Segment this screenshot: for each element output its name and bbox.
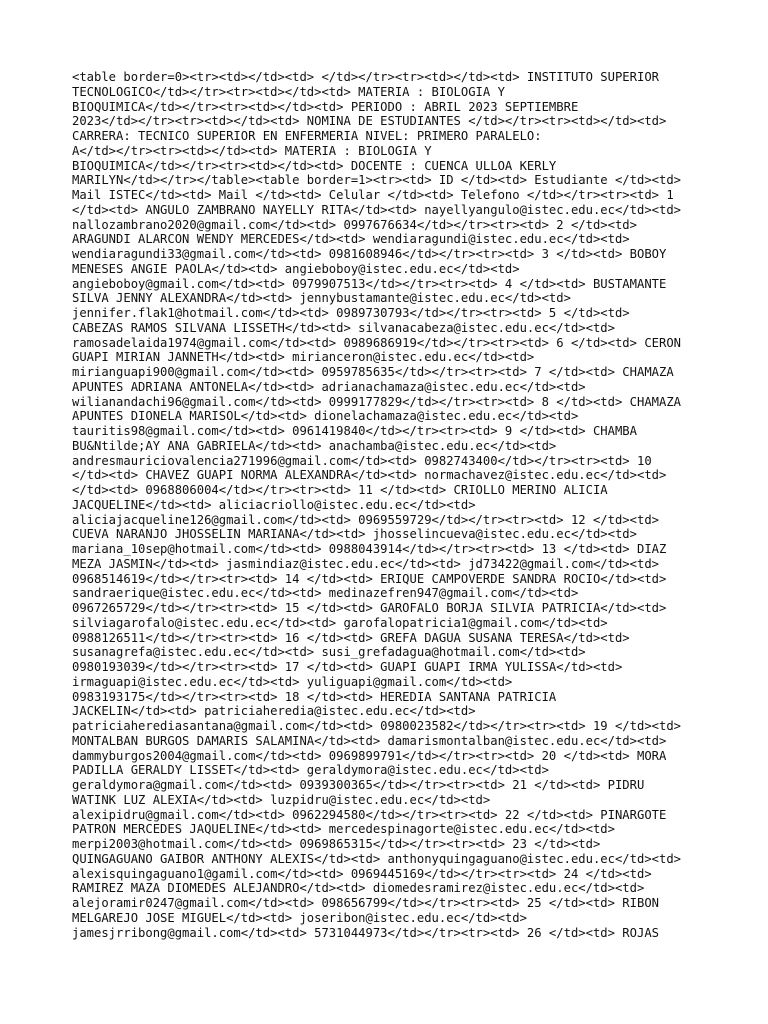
text-line: APUNTES ADRIANA ANTONELA</td><td> adrianachamaza@istec.edu.ec</td><td> — [72, 379, 586, 394]
text-line: BU&Ntilde;AY ANA GABRIELA</td><td> anachamba@istec.edu.ec</td><td> — [72, 438, 557, 453]
text-line: BIOQUIMICA</td></tr><tr><td></td><td> DOCENTE : CUENCA ULLOA KERLY — [72, 158, 557, 173]
text-line: </td><td> 0968806004</td></tr><tr><td> 11 </td><td> CRIOLLO MERINO ALICIA — [72, 483, 608, 497]
text-line: MEZA JASMIN</td><td> jasmindiaz@istec.edu.ec</td><td> jd73422@gmail.com</td><td> — [72, 556, 659, 571]
text-line: APUNTES DIONELA MARISOL</td><td> dionelachamaza@istec.edu.ec</td><td> — [72, 409, 579, 424]
text-line: A</td></tr><tr><td></td><td> MATERIA : BIOLOGIA Y — [72, 143, 432, 158]
text-line: SILVA JENNY ALEXANDRA</td><td> jennybustamante@istec.edu.ec</td><td> — [72, 291, 571, 306]
text-line: tauritis98@gmail.com</td><td> 0961419840</td></tr><tr><td> 9 </td><td> CHAMBA — [72, 424, 637, 438]
text-line: irmaguapi@istec.edu.ec</td><td> yuliguapi@gmail.com</td><td> — [72, 674, 513, 689]
text-line: jennifer.flak1@hotmail.com</td><td> 0989730793</td></tr><tr><td> 5 </td><td> — [72, 306, 630, 320]
text-line: CARRERA: TECNICO SUPERIOR EN ENFERMERIA NIVEL: PRIMERO PARALELO: — [72, 129, 542, 143]
text-line: MENESES ANGIE PAOLA</td><td> angieboboy@istec.edu.ec</td><td> — [72, 261, 520, 276]
text-line: QUINGAGUANO GAIBOR ANTHONY ALEXIS</td><td> anthonyquingaguano@istec.edu.ec</td><td> — [72, 851, 682, 866]
text-line: MARILYN</td></tr></table><table border=1><tr><td> ID </td><td> Estudiante </td><td> — [72, 173, 682, 188]
text-line: PATRON MERCEDES JAQUELINE</td><td> mercedespinagorte@istec.edu.ec</td><td> — [72, 822, 615, 837]
text-line: <table border=0><tr><td></td><td> </td></tr><tr><td></td><td> INSTITUTO SUPERIOR — [72, 70, 659, 84]
text-line: 0967265729</td></tr><tr><td> 15 </td><td> GAROFALO BORJA SILVIA PATRICIA</td><td> — [72, 601, 667, 615]
text-line: alexipidru@gmail.com</td><td> 0962294580</td></tr><tr><td> 22 </td><td> PINARGOTE — [72, 807, 667, 822]
text-line: Mail ISTEC</td><td> Mail </td><td> Celular </td><td> Telefono </td></tr><tr><td> 1 — [72, 188, 674, 202]
text-line: MONTALBAN BURGOS DAMARIS SALAMINA</td><td> damarismontalban@istec.edu.ec</td><td> — [72, 733, 667, 748]
text-line: angieboboy@gmail.com</td><td> 0979907513</td></tr><tr><td> 4 </td><td> BUSTAMANTE — [72, 276, 667, 291]
text-line: merpi2003@hotmail.com</td><td> 0969865315</td></tr><tr><td> 23 </td><td> — [72, 837, 601, 851]
text-line: alexisquingaguano1@gamil.com</td><td> 0969445169</td></tr><tr><td> 24 </td><td> — [72, 866, 652, 881]
text-line: PADILLA GERALDY LISSET</td><td> geraldymora@istec.edu.ec</td><td> — [72, 763, 549, 778]
text-line: GUAPI MIRIAN JANNETH</td><td> mirianceron@istec.edu.ec</td><td> — [72, 350, 535, 365]
text-line: BIOQUIMICA</td></tr><tr><td></td><td> PERIODO : ABRIL 2023 SEPTIEMBRE — [72, 99, 579, 114]
text-line: nallozambrano2020@gmail.com</td><td> 0997676634</td></tr><tr><td> 2 </td><td> — [72, 217, 637, 232]
text-line: </td><td> ANGULO ZAMBRANO NAYELLY RITA</td><td> nayellyangulo@istec.edu.ec</td><td> — [72, 202, 682, 217]
text-line: 0983193175</td></tr><tr><td> 18 </td><td> HEREDIA SANTANA PATRICIA — [72, 689, 557, 704]
text-line: wendiaragundi33@gmail.com</td><td> 0981608946</td></tr><tr><td> 3 </td><td> BOBOY — [72, 247, 667, 261]
text-line: jamesjrribong@gmail.com</td><td> 5731044973</td></tr><tr><td> 26 </td><td> ROJAS — [72, 925, 659, 940]
text-line: mariana_10sep@hotmail.com</td><td> 0988043914</td></tr><tr><td> 13 </td><td> DIAZ — [72, 542, 667, 556]
text-line: susanagrefa@istec.edu.ec</td><td> susi_grefadagua@hotmail.com</td><td> — [72, 645, 586, 660]
text-line: ramosadelaida1974@gmail.com</td><td> 0989686919</td></tr><tr><td> 6 </td><td> CERON — [72, 335, 682, 350]
text-line: andresmauriciovalencia271996@gmail.com</td><td> 0982743400</td></tr><tr><td> 10 — [72, 453, 652, 468]
text-line: </td><td> CHAVEZ GUAPI NORMA ALEXANDRA</td><td> normachavez@istec.edu.ec</td><td> — [72, 468, 667, 483]
text-line: ARAGUNDI ALARCON WENDY MERCEDES</td><td> wendiaragundi@istec.edu.ec</td><td> — [72, 232, 630, 247]
text-line: 2023</td></tr><tr><td></td><td> NOMINA DE ESTUDIANTES </td></tr><tr><td></td><td> — [72, 114, 667, 129]
document-page — [72, 70, 696, 940]
text-line: RAMIREZ MAZA DIOMEDES ALEJANDRO</td><td> diomedesramirez@istec.edu.ec</td><td> — [72, 881, 645, 896]
text-line: 0980193039</td></tr><tr><td> 17 </td><td> GUAPI GUAPI IRMA YULISSA</td><td> — [72, 660, 623, 674]
text-line: CUEVA NARANJO JHOSSELIN MARIANA</td><td> jhosselincueva@istec.edu.ec</td><td> — [72, 527, 637, 542]
text-line: JACQUELINE</td><td> aliciacriollo@istec.edu.ec</td><td> — [72, 497, 476, 512]
text-line: JACKELIN</td><td> patriciaheredia@istec.edu.ec</td><td> — [72, 704, 476, 719]
text-line: TECNOLOGICO</td></tr><tr><td></td><td> MATERIA : BIOLOGIA Y — [72, 84, 505, 99]
text-line: mirianguapi900@gmail.com</td><td> 0959785635</td></tr><tr><td> 7 </td><td> CHAMAZA — [72, 365, 674, 379]
text-line: alejoramir0247@gmail.com</td><td> 098656799</td></tr><tr><td> 25 </td><td> RIBON — [72, 896, 659, 910]
text-line: 0988126511</td></tr><tr><td> 16 </td><td> GREFA DAGUA SUSANA TERESA</td><td> — [72, 630, 630, 645]
text-line: WATINK LUZ ALEXIA</td><td> luzpidru@istec.edu.ec</td><td> — [72, 792, 491, 807]
text-line: aliciajacqueline126@gmail.com</td><td> 0969559729</td></tr><tr><td> 12 </td><td> — [72, 512, 659, 527]
text-line: MELGAREJO JOSE MIGUEL</td><td> joseribon@istec.edu.ec</td><td> — [72, 910, 527, 925]
text-line: CABEZAS RAMOS SILVANA LISSETH</td><td> silvanacabeza@istec.edu.ec</td><td> — [72, 320, 615, 335]
text-line: wilianandachi96@gmail.com</td><td> 0999177829</td></tr><tr><td> 8 </td><td> CHAMAZA — [72, 394, 682, 409]
text-line: geraldymora@gmail.com</td><td> 0939300365</td></tr><tr><td> 21 </td><td> PIDRU — [72, 778, 645, 792]
text-line: sandraerique@istec.edu.ec</td><td> medinazefren947@gmail.com</td><td> — [72, 586, 579, 601]
text-line: silviagarofalo@istec.edu.ec</td><td> garofalopatricia1@gmail.com</td><td> — [72, 615, 608, 630]
text-line: patriciaherediasantana@gmail.com</td><td> 0980023582</td></tr><tr><td> 19 </td><td> — [72, 719, 682, 733]
text-line: 0968514619</td></tr><tr><td> 14 </td><td> ERIQUE CAMPOVERDE SANDRA ROCIO</td><td> — [72, 571, 667, 586]
text-line: dammyburgos2004@gmail.com</td><td> 0969899791</td></tr><tr><td> 20 </td><td> MORA — [72, 748, 667, 763]
